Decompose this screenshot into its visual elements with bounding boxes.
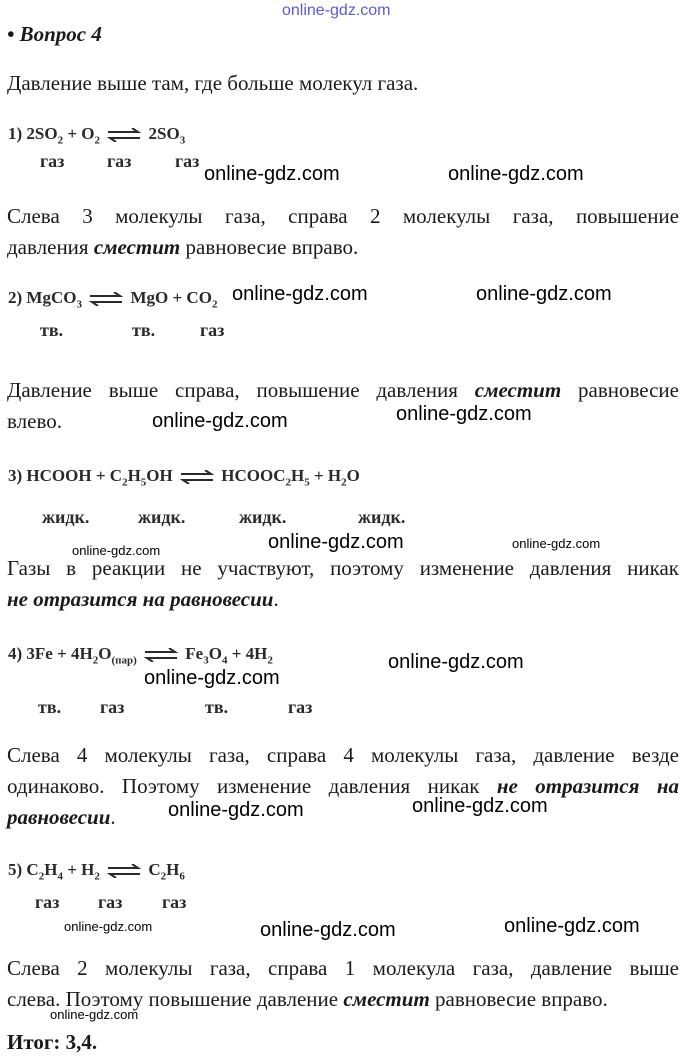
watermark: online-gdz.com (396, 403, 532, 425)
watermark: online-gdz.com (204, 163, 340, 185)
state-label: газ (98, 892, 123, 912)
watermark: online-gdz.com (268, 531, 404, 553)
state-label: тв. (132, 320, 156, 340)
state-label: жидк. (239, 507, 287, 527)
watermark: online-gdz.com (152, 410, 288, 432)
watermark: online-gdz.com (144, 667, 280, 689)
explanation-1: Слева 3 молекулы газа, справа 2 молекулы газа, повышение давления сместит равновесие вправо. (7, 204, 679, 259)
state-label: газ (200, 320, 225, 340)
state-label: жидк. (138, 507, 186, 527)
explanation-5: Слева 2 молекулы газа, справа 1 молекула газа, давление выше слева. Поэтому повышение давление сместит равновесие вправо. (7, 956, 679, 1011)
state-label: тв. (40, 320, 64, 340)
state-label: тв. (205, 697, 229, 717)
equilibrium-arrow-icon (180, 470, 214, 484)
watermark: online-gdz.com (412, 795, 548, 817)
result-text: Итог: 3,4. (7, 1030, 98, 1054)
state-label: газ (100, 697, 125, 717)
watermark: online-gdz.com (448, 163, 584, 185)
state-label: газ (162, 892, 187, 912)
equilibrium-arrow-icon (107, 864, 141, 878)
watermark: online-gdz.com (504, 915, 640, 937)
explanation-4: Слева 4 молекулы газа, справа 4 молекулы газа, давление везде одинаково. Поэтому изменение давления никак не отразится на равновесии. (7, 743, 679, 829)
equation-5: 5) $C_2H_4 + H_2$ $C_2H_6$ (8, 860, 185, 883)
watermark: online-gdz.com (388, 651, 524, 673)
state-label: тв. (38, 697, 62, 717)
equilibrium-arrow-icon (89, 292, 123, 306)
question-heading: • Вопрос 4 (7, 22, 102, 46)
watermark-top: online-gdz.com (282, 2, 391, 19)
state-label: газ (35, 892, 60, 912)
state-label: жидк. (42, 507, 90, 527)
equation-3: 3) HCOOH + $C_2H_5OH$ $HCOOC_2H_5 + H_2O$ (8, 466, 360, 489)
watermark: online-gdz.com (72, 543, 161, 558)
watermark: online-gdz.com (260, 919, 396, 941)
equation-2: 2) MgCO$_3$ MgO + $CO_2$ (8, 288, 218, 311)
state-label: газ (175, 151, 200, 171)
state-label: газ (40, 151, 65, 171)
watermark: online-gdz.com (64, 919, 153, 934)
state-label: газ (107, 151, 132, 171)
explanation-3: Газы в реакции не участвуют, поэтому изменение давления никак не отразится на равновесии. (7, 556, 679, 611)
state-label: жидк. (358, 507, 406, 527)
equilibrium-arrow-icon (107, 128, 141, 142)
intro-text: Давление выше там, где больше молекул газа. (7, 71, 419, 95)
equation-4: 4) $3Fe + 4H_2O_{(пар)}$ $Fe_3O_4 + 4H_2$ (8, 644, 273, 667)
watermark: online-gdz.com (50, 1007, 139, 1022)
equation-1: 1) $2SO_2 + O_2$ $2SO_3$ (8, 124, 186, 147)
watermark: online-gdz.com (476, 283, 612, 305)
watermark: online-gdz.com (168, 799, 304, 821)
watermark: online-gdz.com (232, 283, 368, 305)
equilibrium-arrow-icon (144, 648, 178, 662)
state-label: газ (288, 697, 313, 717)
watermark: online-gdz.com (512, 536, 601, 551)
explanation-2: Давление выше справа, повышение давления сместит равновесие влево. (7, 378, 679, 433)
